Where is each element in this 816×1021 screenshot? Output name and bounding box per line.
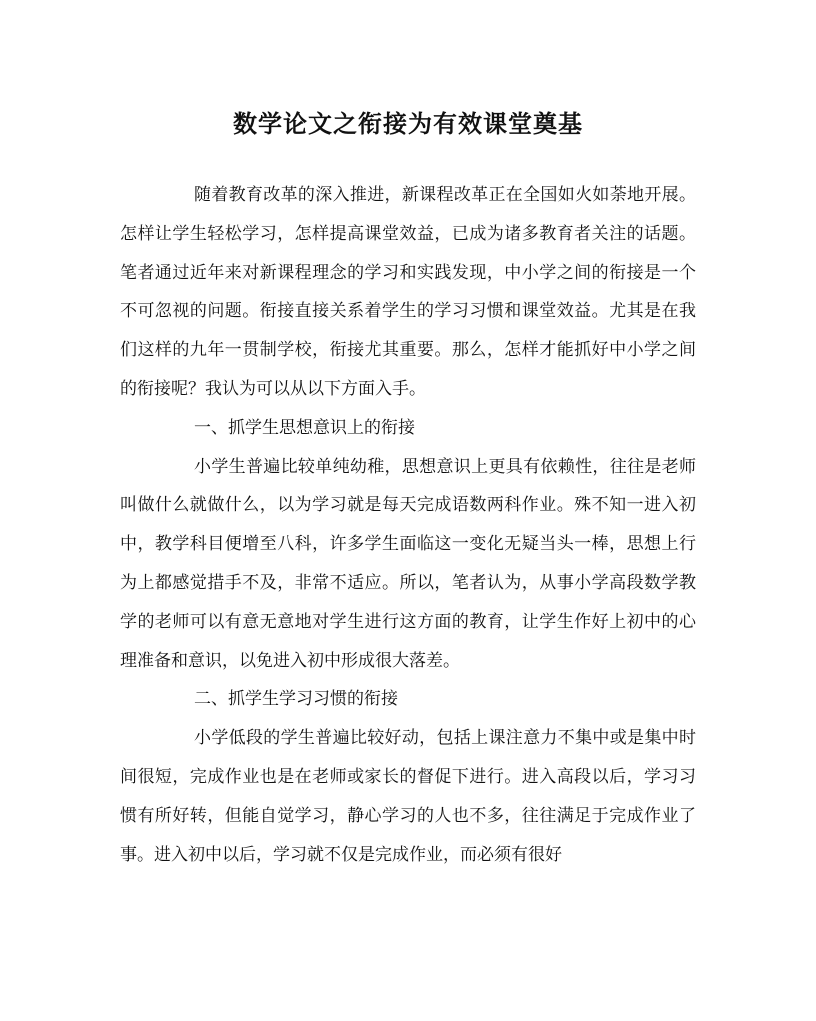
section-2-paragraph: 小学低段的学生普遍比较好动，包括上课注意力不集中或是集中时间很短，完成作业也是在老师或家长的督促下进行。进入高段以后，学习习惯有所好转，但能自觉学习，静心学习的人也不多，往往满足于完成作业了事。进入初中以后，学习就不仅是完成作业，而必须有很好 bbox=[120, 728, 696, 865]
section-heading-1: 一、抓学生思想意识上的衔接 bbox=[194, 417, 415, 438]
intro-paragraph: 随着教育改革的深入推进，新课程改革正在全国如火如荼地开展。怎样让学生轻松学习，怎样提高课堂效益，已成为诸多教育者关注的话题。笔者通过近年来对新课程理念的学习和实践发现，中小学之间的衔接是一个不可忽视的问题。衔接直接关系着学生的学习习惯和课堂效益。尤其是在我们这样的九年一贯制学校，衔接尤其重要。那么，怎样才能抓好中小学之间的衔接呢？我认为可以从以下方面入手。 bbox=[120, 185, 696, 399]
document-body bbox=[120, 176, 696, 874]
document-title: 数学论文之衔接为有效课堂奠基 bbox=[233, 109, 583, 138]
section-1-paragraph: 小学生普遍比较单纯幼稚，思想意识上更具有依赖性，往往是老师叫做什么就做什么，以为学习就是每天完成语数两科作业。殊不知一进入初中，教学科目便增至八科，许多学生面临这一变化无疑当头一棒，思想上行为上都感觉措手不及，非常不适应。所以，笔者认为，从事小学高段数学教学的老师可以有意无意地对学生进行这方面的教育，让学生作好上初中的心理准备和意识，以免进入初中形成很大落差。 bbox=[120, 456, 696, 671]
section-heading-2: 二、抓学生学习习惯的衔接 bbox=[194, 689, 398, 710]
